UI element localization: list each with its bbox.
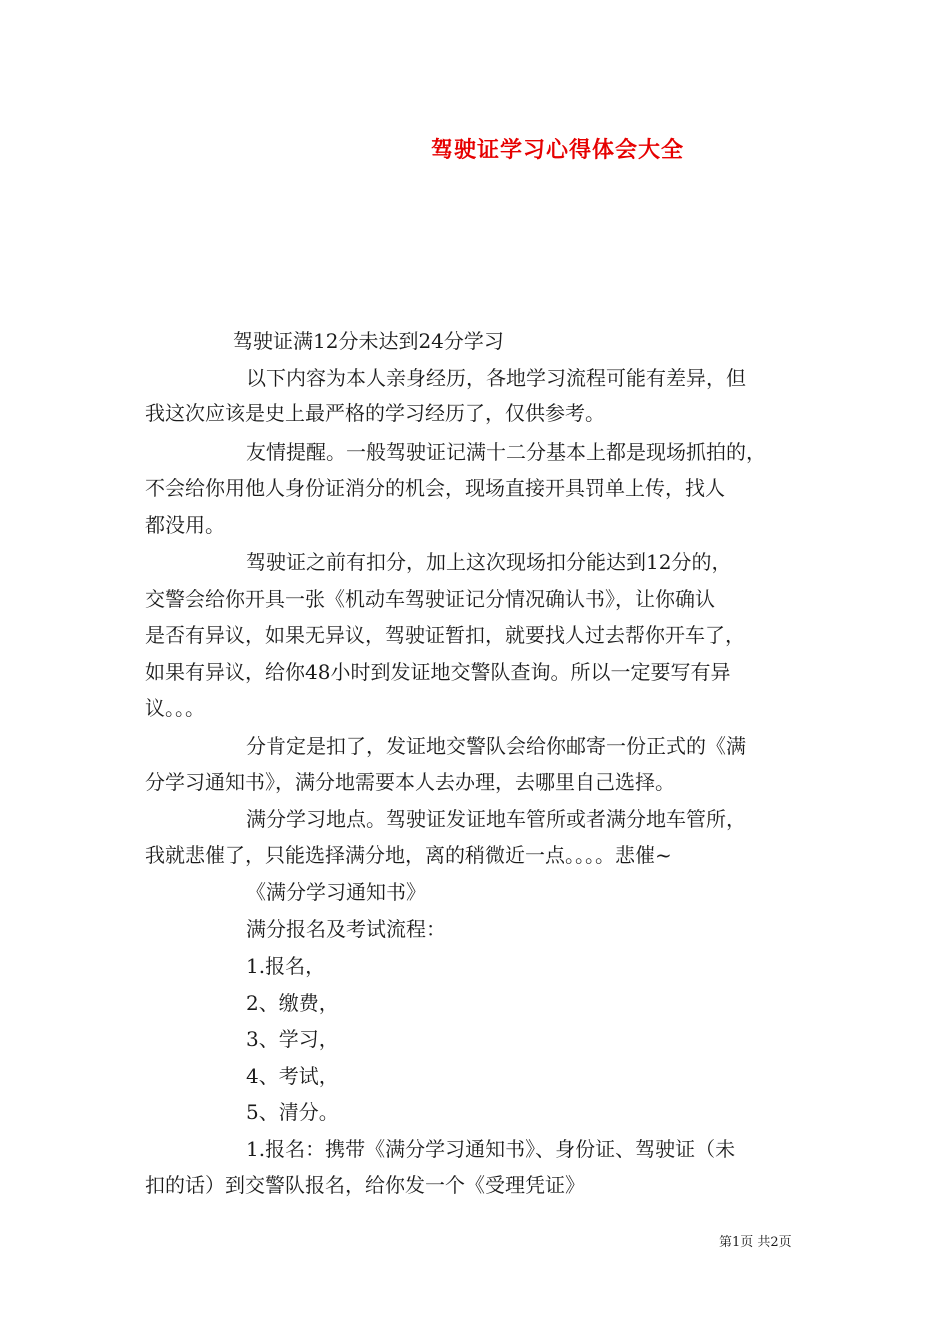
body-line: 我就悲催了，只能选择满分地，离的稍微近一点。。。。悲催~ bbox=[145, 843, 672, 867]
body-line: 分肯定是扣了，发证地交警队会给你邮寄一份正式的《满 bbox=[246, 734, 746, 758]
body-line: 《满分学习通知书》 bbox=[246, 880, 426, 904]
body-line: 满分报名及考试流程： bbox=[246, 917, 446, 941]
body-line: 是否有异议，如果无异议，驾驶证暂扣，就要找人过去帮你开车了， bbox=[145, 623, 745, 647]
list-item: 2、缴费， bbox=[246, 991, 339, 1015]
body-line: 扣的话）到交警队报名，给你发一个《受理凭证》 bbox=[145, 1173, 585, 1197]
body-line: 驾驶证满12分未达到24分学习 bbox=[233, 329, 504, 353]
body-line: 驾驶证之前有扣分，加上这次现场扣分能达到12分的， bbox=[246, 550, 732, 574]
body-line: 都没用。 bbox=[145, 513, 225, 537]
body-line: 以下内容为本人亲身经历，各地学习流程可能有差异，但 bbox=[246, 366, 746, 390]
list-item: 1.报名， bbox=[246, 954, 326, 978]
body-line: 分学习通知书》，满分地需要本人去办理，去哪里自己选择。 bbox=[145, 770, 675, 794]
body-line: 议。。。 bbox=[145, 696, 205, 720]
body-line: 我这次应该是史上最严格的学习经历了，仅供参考。 bbox=[145, 401, 605, 425]
page-footer: 第1页 共2页 bbox=[719, 1235, 792, 1250]
body-line: 交警会给你开具一张《机动车驾驶证记分情况确认书》，让你确认 bbox=[145, 587, 715, 611]
list-item: 4、考试， bbox=[246, 1064, 339, 1088]
document-title: 驾驶证学习心得体会大全 bbox=[431, 137, 685, 163]
body-line: 满分学习地点。驾驶证发证地车管所或者满分地车管所， bbox=[246, 807, 746, 831]
body-line: 不会给你用他人身份证消分的机会，现场直接开具罚单上传，找人 bbox=[145, 476, 725, 500]
body-line: 1.报名：携带《满分学习通知书》、身份证、驾驶证（未 bbox=[246, 1137, 736, 1161]
list-item: 3、学习， bbox=[246, 1027, 339, 1051]
list-item: 5、清分。 bbox=[246, 1100, 339, 1124]
body-line: 如果有异议，给你48小时到发证地交警队查询。所以一定要写有异 bbox=[145, 660, 731, 684]
body-line: 友情提醒。一般驾驶证记满十二分基本上都是现场抓拍的， bbox=[246, 440, 766, 464]
